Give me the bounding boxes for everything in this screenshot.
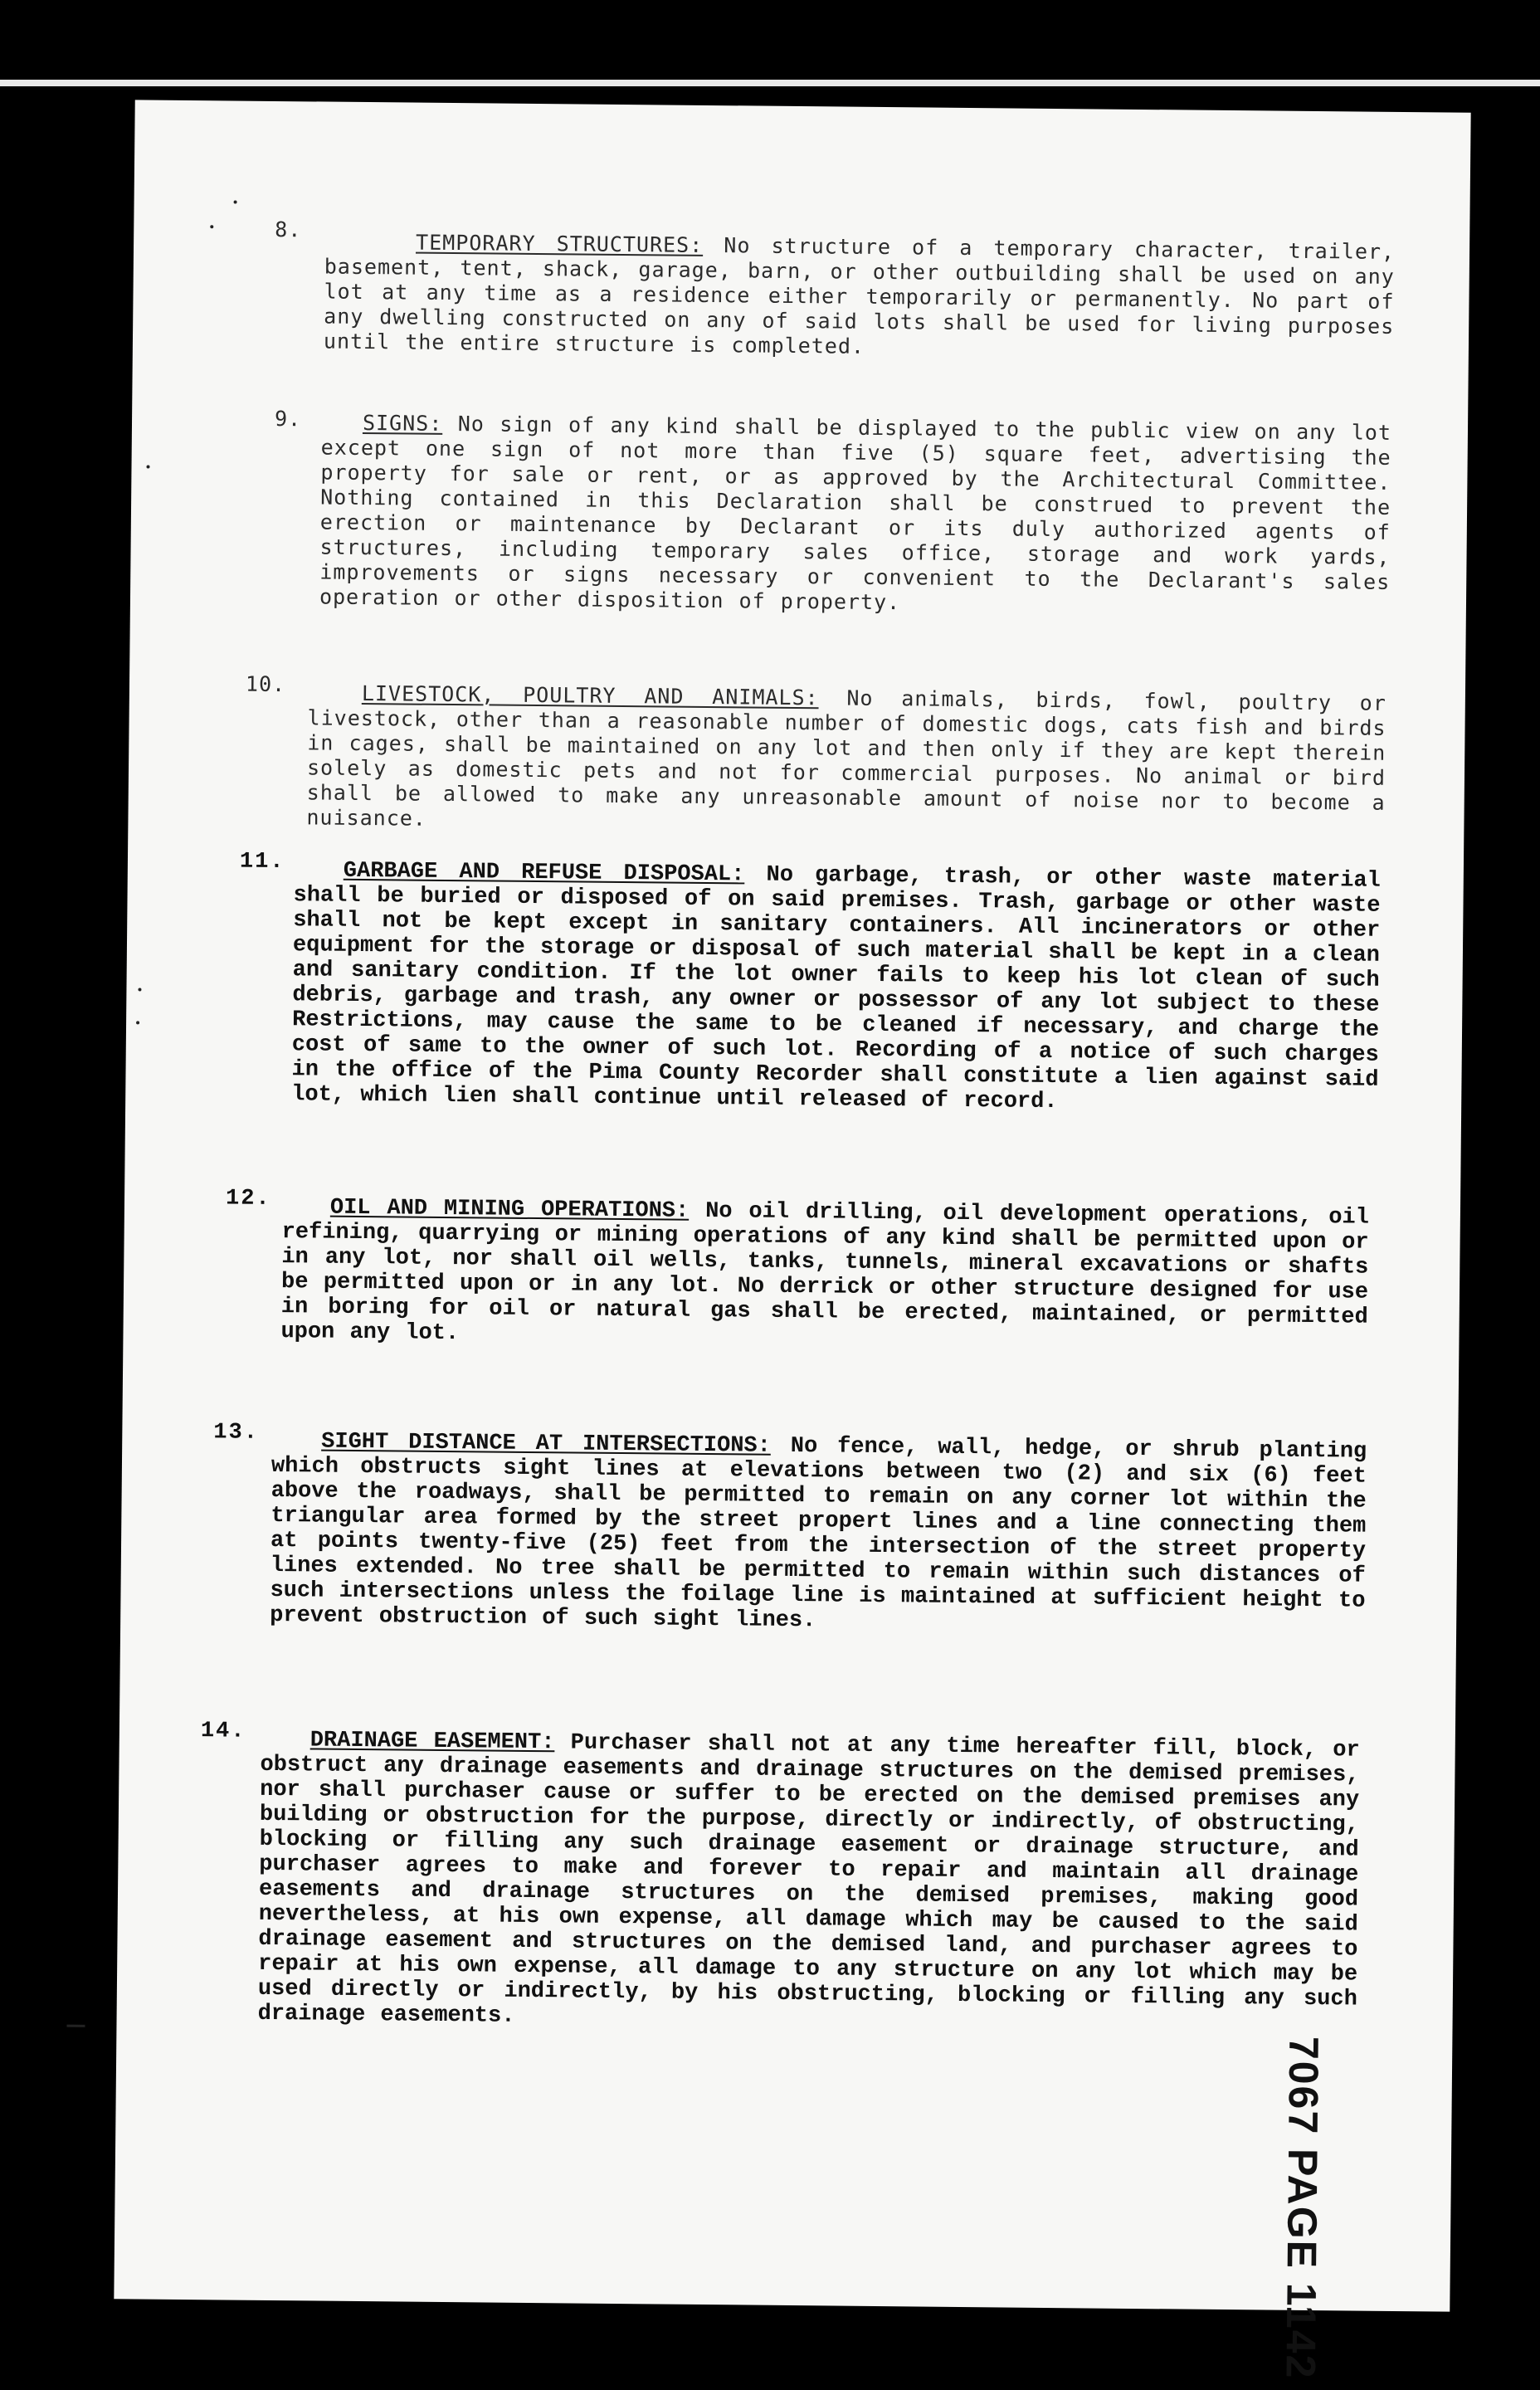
section-number: 9. — [274, 406, 302, 432]
section-heading: SIGHT DISTANCE AT INTERSECTIONS: — [321, 1429, 772, 1459]
section-heading: SIGNS: — [362, 410, 443, 436]
section-text: No structure of a temporary character, trailer, basement, tent, shack, garage, barn, or other outbuilding shall be used on any lot at any time as a residence either temporarily or permanently. No part of any dwelling constructed on any of said lots shall be used for living purposes until the entire structure is completed. — [323, 232, 1396, 358]
section-body — [319, 411, 1391, 620]
section-text: Purchaser shall not at any time hereafter fill, block, or obstruct any drainage easements and drainage structures on the demised premises, nor shall purchaser cause or suffer to be erected on the demised premises any building or obstruction for the purpose, directly or indirectly, of obstructing, blocking or filling any such drainage easement or drainage structure, and purchaser agrees to make and forever to repair and maintain all drainage easements and drainage structures on the demised premises, making good nevertheless, at his own expense, all damage which may be caused to the said drainage easement and structures on the demised land, and purchaser agrees to repair at his own expense, all damage to any structure on any lot which may be used directly or indirectly, by his obstructing, blocking or filling any such drainage easements. — [257, 1730, 1360, 2029]
section-body — [324, 230, 1395, 364]
section-body — [291, 858, 1381, 1118]
recording-stamp: 7067 PAGE 1142 — [1277, 2036, 1328, 2380]
section-13 — [122, 1419, 1458, 1634]
section-8 — [134, 216, 1469, 358]
section-10 — [129, 671, 1465, 831]
section-heading: LIVESTOCK, POULTRY AND ANIMALS: — [361, 680, 819, 710]
section-11 — [128, 848, 1464, 1115]
margin-dot — [136, 1021, 139, 1024]
section-body — [306, 680, 1386, 840]
document-page — [114, 100, 1470, 2380]
section-12 — [124, 1185, 1460, 1347]
section-text: No garbage, trash, or other waste material shall be buried or disposed of on said premises. Trash, garbage or other waste shall not be kept except in sanitary containers. All incinerators or other equipment for the storage or disposal of such material shall be kept in a clean and sanitary condition. If the lot owner fails to keep his lot clean of such debris, garbage and trash, any owner or possessor of any lot subject to these Restrictions, may cause the same to be cleaned if necessary, and charge the cost of same to the owner of such lot. Recording of a notice of such charges in the office of the Pima County Recorder shall constitute a lien against said lot, which lien shall continue until released of record. — [291, 862, 1381, 1115]
scan-top-rule — [0, 80, 1540, 86]
section-14 — [119, 1718, 1455, 2029]
section-text: No sign of any kind shall be displayed to the public view on any lot except one sign of not more than five (5) square feet, advertising the property for sale or rent, or as approved by the Architectural Committee. Nothing contained in this Declaration shall be construed to prevent the erection or maintenance by Declarant or its duly authorized agents of structures, including temporary sales office, storage and work yards, improvements or signs necessary or convenient to the Declarant's sales operation or other disposition of property. — [319, 411, 1392, 615]
section-number: 13. — [213, 1420, 260, 1446]
margin-dot — [234, 200, 237, 203]
section-text: No oil drilling, oil development operations, oil refining, quarrying or mining operations of any kind shall be permitted upon or in any lot, nor shall oil wells, tanks, tunnels, mineral excavations or shafts be permitted upon or in any lot. No derrick or other structure designed for use in boring for oil or natural gas shall be erected, maintained, or permitted upon any lot. — [280, 1198, 1370, 1347]
section-number: 12. — [225, 1186, 271, 1212]
section-body — [257, 1728, 1359, 2037]
margin-dash — [66, 2025, 85, 2027]
margin-dot — [138, 988, 141, 991]
section-number: 8. — [275, 217, 302, 242]
section-heading: TEMPORARY STRUCTURES: — [415, 230, 704, 257]
section-9 — [132, 405, 1468, 615]
section-heading: OIL AND MINING OPERATIONS: — [329, 1195, 690, 1224]
section-number: 10. — [245, 671, 286, 697]
section-body — [270, 1429, 1367, 1639]
margin-dot — [210, 225, 213, 228]
section-number: 14. — [200, 1719, 246, 1744]
section-number: 11. — [239, 849, 285, 876]
section-heading: GARBAGE AND REFUSE DISPOSAL: — [343, 858, 745, 888]
section-text: No fence, wall, hedge, or shrub planting which obstructs sight lines at elevations between two (2) and six (6) feet above the roadways, shall be permitted to remain on any corner lot within the triangular area formed by the street propert lines and a line connecting them at points twenty-five (25) feet from the intersection of the street property lines extended. No tree shall be permitted to remain within such distances of such intersections unless the foilage line is maintained at sufficient height to prevent obstruction of such sight lines. — [270, 1433, 1367, 1634]
section-heading: DRAINAGE EASEMENT: — [309, 1728, 555, 1756]
section-text: No animals, birds, fowl, poultry or livestock, other than a reasonable number of domestic dogs, cats fish and birds in cages, shall be maintained on any lot and then only if they are kept therein solely as domestic pets and not for commercial purposes. No animal or bird shall be allowed to make any unreasonable amount of noise nor to become a nuisance. — [306, 685, 1386, 831]
section-body — [280, 1195, 1369, 1355]
margin-dot — [146, 465, 149, 468]
